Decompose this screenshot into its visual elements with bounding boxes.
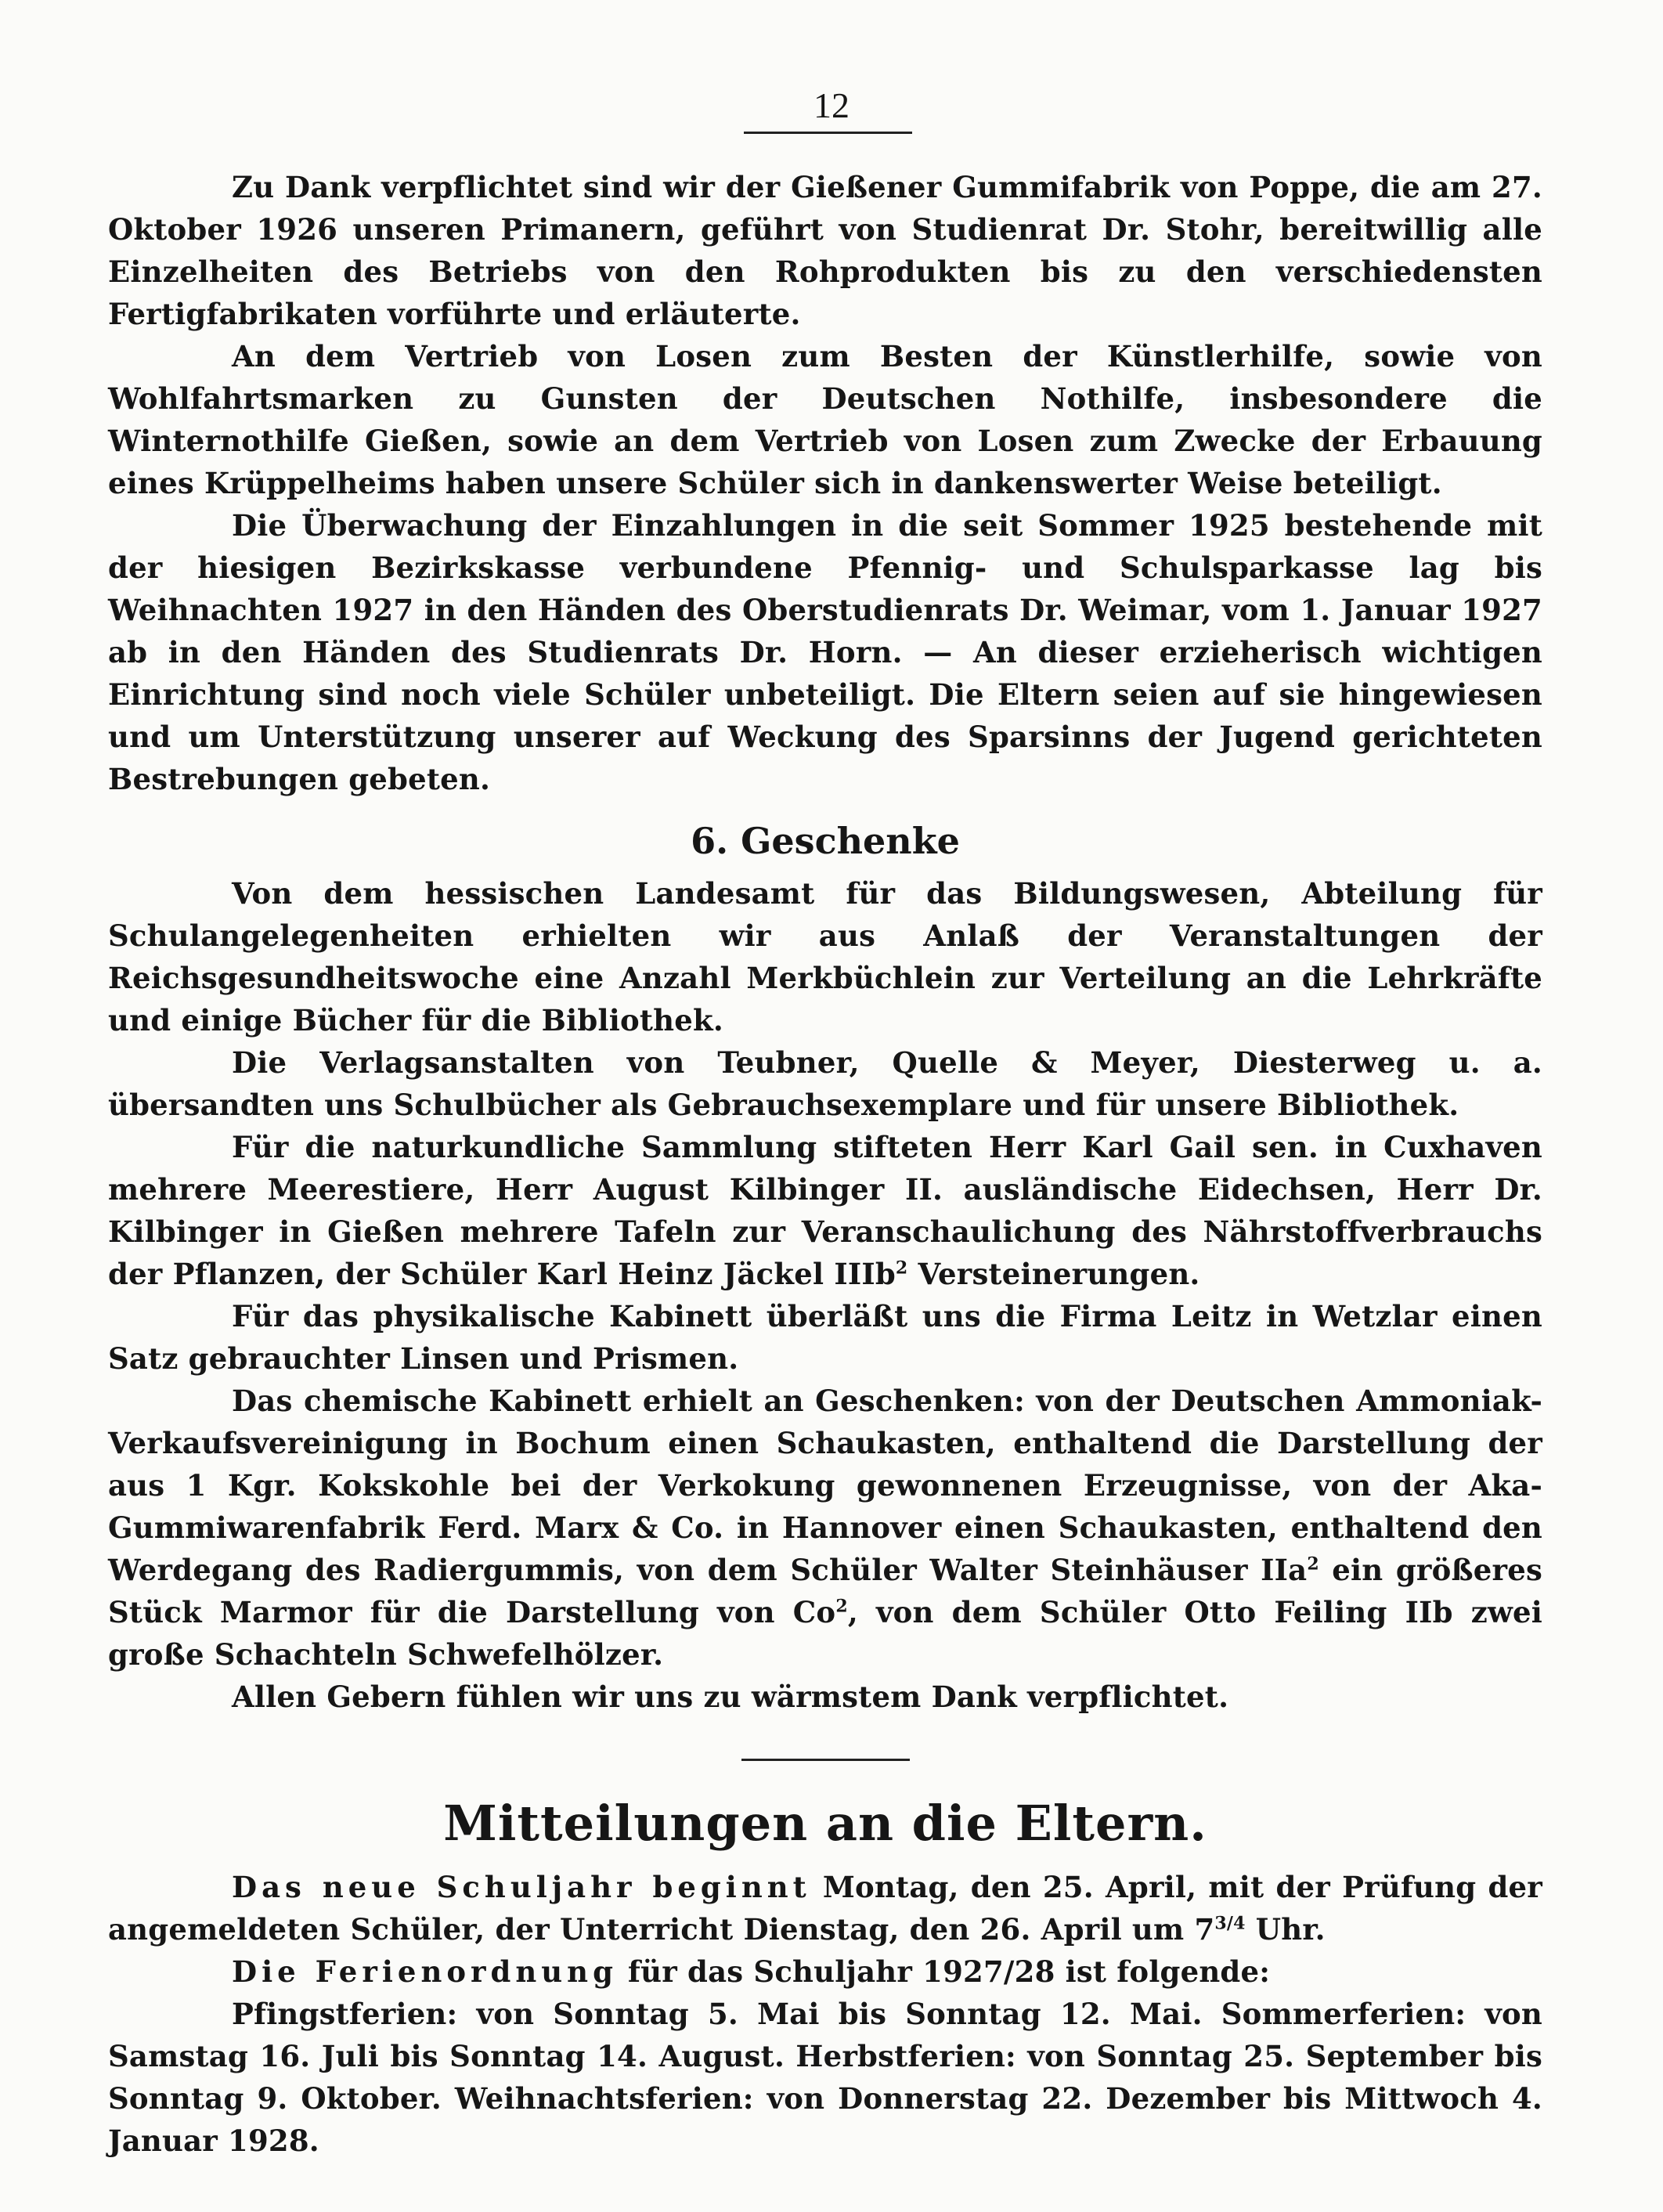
paragraph-gummifabrik: Zu Dank verpflichtet sind wir der Gießener Gummifabrik von Poppe, die am 27. Oktober 1926 unseren Primanern, geführt von Studienrat Dr. Stohr, bereitwillig alle Einzelheiten des Betriebs von den Rohprodukten bis zu den verschiedensten Fertigfabrikaten vorführte und erläuterte. xyxy=(108,170,1542,331)
text-segment: , von dem Schüler Otto Feiling IIb zwei große Schachteln Schwefelhölzer. xyxy=(108,1595,1542,1672)
text-segment: Montag, den 25. April, mit der Prüfung der angemeldeten Schüler, der Unterricht Dienstag, den 26. April um 7 xyxy=(108,1870,1542,1947)
heading-mitteilungen: Mitteilungen an die Eltern. xyxy=(443,1795,1207,1852)
paragraph-chemisches-kabinett xyxy=(108,1380,1542,1676)
text-segment: ein größeres Stück Marmor für die Darstellung von Co xyxy=(108,1553,1543,1629)
text-segment: Das chemische Kabinett erhielt an Geschenken: von der Deutschen Ammoniak-Verkaufsvereinigung in Bochum einen Schaukasten, enthaltend die Darstellung der aus 1 Kgr. Kokskohle bei der Verkokung gewonnenen Erzeugnisse, von der Aka-Gummiwarenfabrik Ferd. Marx & Co. in Hannover einen Schaukasten, enthaltend den Werdegang des Radiergummis, von dem Schüler Walter Steinhäuser IIa xyxy=(108,1384,1542,1587)
paragraph-sparkasse: Die Überwachung der Einzahlungen in die seit Sommer 1925 bestehende mit der hiesigen Bezirkskasse verbundene Pfennig- und Schulsparkasse lag bis Weihnachten 1927 in den Händen des Oberstudienrats Dr. Weimar, vom 1. Januar 1927 ab in den Händen des Studienrats Dr. Horn. — An dieser erzieherisch wichtigen Einrichtung sind noch viele Schüler unbeteiligt. Die Eltern seien auf sie hingewiesen und um Unterstützung unserer auf Weckung des Sparsinns der Jugend gerichteten Bestrebungen gebeten. xyxy=(108,508,1542,796)
section-heading-geschenke: 6. Geschenke xyxy=(691,820,960,862)
section-divider-rule xyxy=(741,1759,910,1761)
paragraph-lose-vertrieb: An dem Vertrieb von Losen zum Besten der Künstlerhilfe, sowie von Wohlfahrtsmarken zu Gunsten der Deutschen Nothilfe, insbesondere die Winternothilfe Gießen, sowie an dem Vertrieb von Losen zum Zwecke der Erbauung eines Krüppelheims haben unsere Schüler sich in dankenswerter Weise beteiligt. xyxy=(108,339,1542,500)
text-segment-spaced: Die Ferienordnung xyxy=(232,1954,618,1989)
paragraph-ferientermine: Pfingstferien: von Sonntag 5. Mai bis Sonntag 12. Mai. Sommerferien: von Samstag 16. Juli bis Sonntag 14. August. Herbstferien: von Sonntag 25. September bis Sonntag 9. Oktober. Weihnachtsferien: von Donnerstag 22. Dezember bis Mittwoch 4. Januar 1928. xyxy=(108,1997,1542,2158)
paragraph-schuljahr-beginn xyxy=(108,1866,1542,1950)
page-content xyxy=(108,166,1542,2162)
text-segment: Versteinerungen. xyxy=(907,1257,1200,1291)
superscript: 2 xyxy=(835,1596,848,1617)
paragraph-physikalisches-kabinett: Für das physikalische Kabinett überläßt uns die Firma Leitz in Wetzlar einen Satz gebrauchter Linsen und Prismen. xyxy=(108,1299,1542,1376)
header-rule xyxy=(744,132,912,134)
text-segment: Für die naturkundliche Sammlung stifteten Herr Karl Gail sen. in Cuxhaven mehrere Meerestiere, Herr August Kilbinger II. ausländische Eidechsen, Herr Dr. Kilbinger in Gießen mehrere Tafeln zur Veranschaulichung des Nährstoffverbrauchs der Pflanzen, der Schüler Karl Heinz Jäckel IIIb xyxy=(108,1130,1542,1291)
paragraph-landesamt: Von dem hessischen Landesamt für das Bildungswesen, Abteilung für Schulangelegenheiten erhielten wir aus Anlaß der Veranstaltungen der Reichsgesundheitswoche eine Anzahl Merkbüchlein zur Verteilung an die Lehrkräfte und einige Bücher für die Bibliothek. xyxy=(108,876,1542,1037)
paragraph-dank: Allen Gebern fühlen wir uns zu wärmstem Dank verpflichtet. xyxy=(232,1680,1229,1714)
page-number: 12 xyxy=(813,85,850,125)
text-segment: für das Schuljahr 1927/28 ist folgende: xyxy=(617,1954,1271,1989)
superscript-fraction: 3/4 xyxy=(1214,1913,1246,1934)
superscript: 2 xyxy=(1307,1553,1319,1575)
text-segment: Uhr. xyxy=(1245,1912,1326,1947)
paragraph-verlagsanstalten: Die Verlagsanstalten von Teubner, Quelle & Meyer, Diesterweg u. a. übersandten uns Schulbücher als Gebrauchsexemplare und für unsere Bibliothek. xyxy=(108,1045,1542,1122)
paragraph-naturkundliche-sammlung xyxy=(108,1126,1542,1295)
paragraph-ferienordnung xyxy=(108,1950,1542,1993)
superscript: 2 xyxy=(895,1258,908,1279)
text-segment-spaced: Das neue Schuljahr beginnt xyxy=(232,1870,811,1904)
